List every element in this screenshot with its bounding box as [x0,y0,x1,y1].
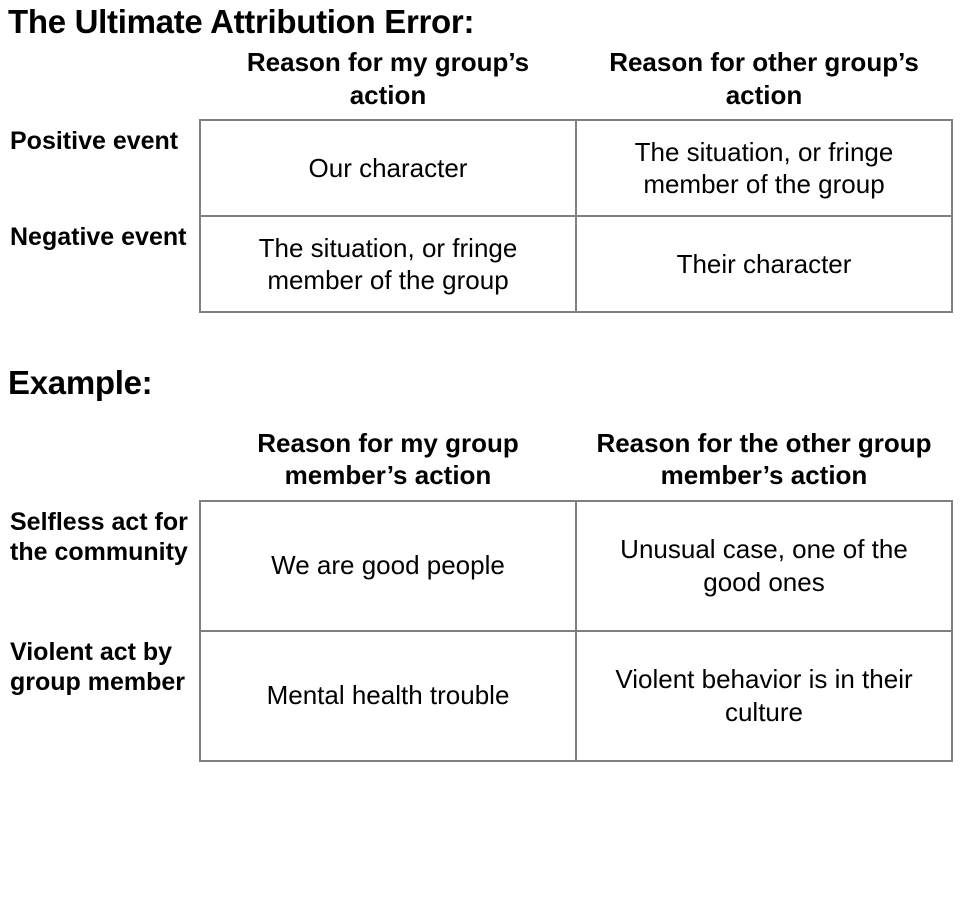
column-header-my-group-member: Reason for my group member’s action [257,428,519,491]
cell-selfless-my-group: We are good people [200,501,576,631]
table-row [8,120,952,216]
row-header-negative-event: Negative event [10,222,187,251]
row-header-selfless-act: Selfless act for the community [10,507,188,566]
cell-positive-other-group: The situation, or fringe member of the group [576,120,952,216]
column-header-other-group: Reason for other group’s action [609,47,919,110]
cell-negative-other-group: Their character [576,216,952,312]
attribution-error-table [8,40,953,312]
cell-selfless-other-group: Unusual case, one of the good ones [576,501,952,631]
table-row [8,501,952,631]
example-title: Example: [8,363,153,401]
cell-positive-my-group: Our character [200,120,576,216]
table-corner-cell [8,421,200,500]
table-header-row [8,40,952,119]
column-header-other-group-member: Reason for the other group member’s action [596,428,932,491]
example-spacer [8,401,952,421]
diagram-page [0,4,960,905]
row-header-positive-event: Positive event [10,126,179,155]
table-corner-cell [8,40,200,119]
column-header-my-group: Reason for my group’s action [246,47,530,110]
cell-violent-my-group: Mental health trouble [200,631,576,761]
section-spacer [8,313,952,365]
table-row [8,216,952,312]
table-row [8,631,952,761]
table-header-row [8,421,952,500]
row-header-violent-act: Violent act by group member [10,637,186,696]
cell-violent-other-group: Violent behavior is in their culture [576,631,952,761]
page-title: The Ultimate Attribution Error: [8,3,475,40]
cell-negative-my-group: The situation, or fringe member of the group [200,216,576,312]
example-table [8,421,953,761]
